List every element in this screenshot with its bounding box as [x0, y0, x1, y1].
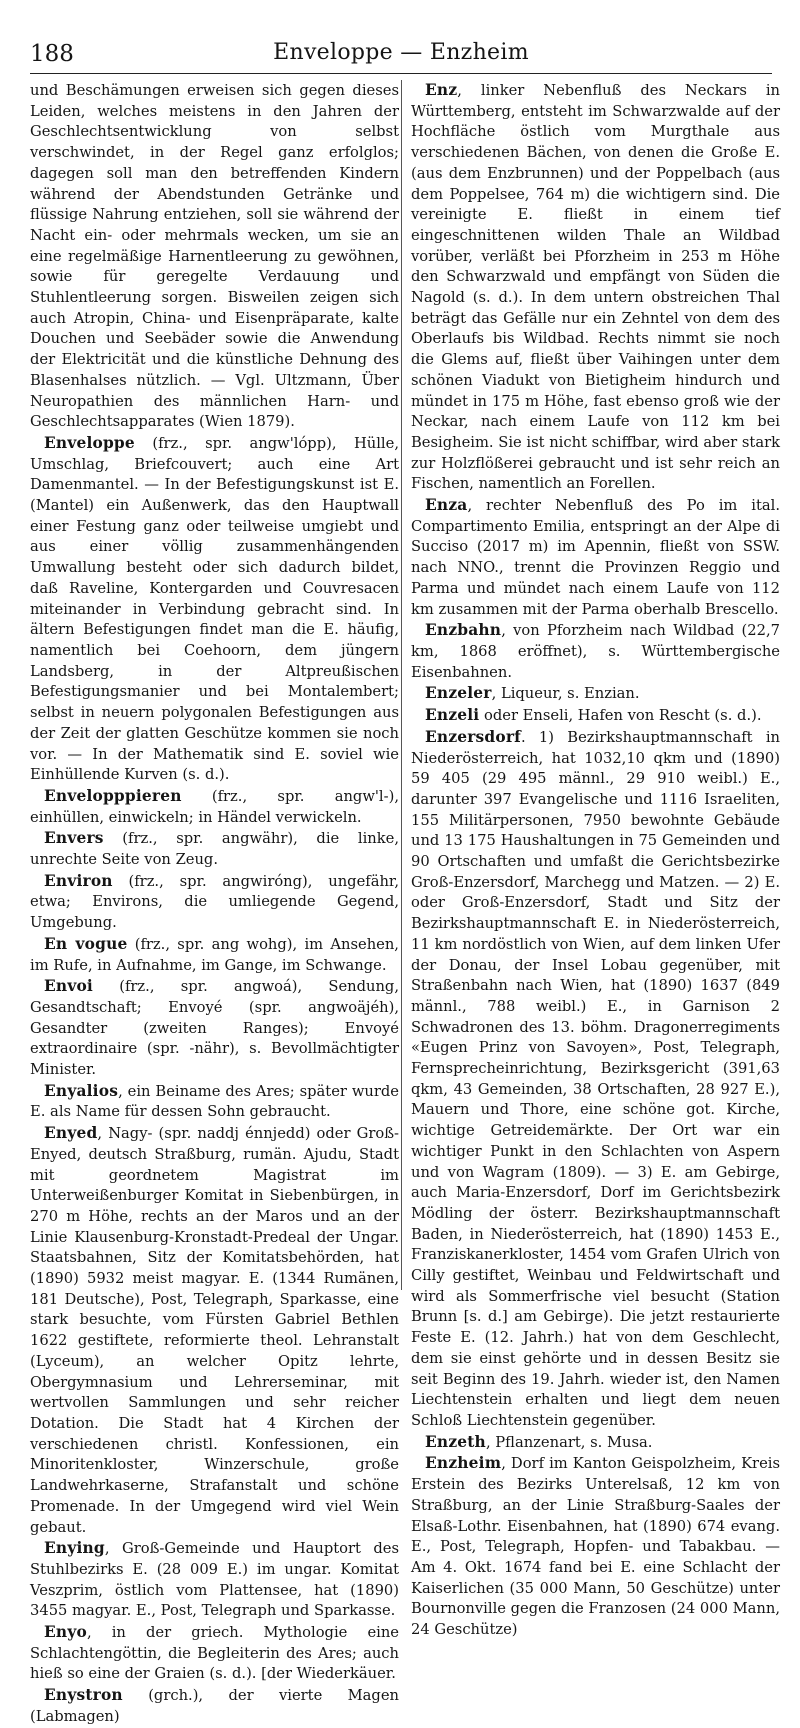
- entry-text: (frz., spr. ang wohg), im Ansehen, im Rufe, in Aufnahme, im Gange, im Schwange.: [30, 935, 399, 974]
- entry: [30, 934, 399, 976]
- entry-text: , rechter Nebenfluß des Po im ital. Compartimento Emilia, entspringt an der Alpe di Succiso (2017 m) im Apennin, fließt von SSW. nach NNO., trennt die Provinzen Reggio und Parma und mündet nach einem Laufe von 112 km zusammen mit der Parma oberhalb Brescello.: [411, 497, 780, 618]
- entry: [30, 871, 399, 934]
- entry: [411, 1453, 780, 1640]
- entry-text: , linker Nebenfluß des Neckars in Württemberg, entsteht im Schwarzwalde auf der Hochfläche östlich vom Murgthale aus verschiedenen Bächen, von denen die Große E. (aus dem Enzbrunnen) und der Poppelbach (aus dem Poppelsee, 764 m) die wichtigern sind. Die vereinigte E. fließt in einem tief eingeschnittenen wilden Thale an Wildbad vorüber, verläßt bei Pforzheim in 253 m Höhe den Schwarzwald und empfängt von Süden die Nagold (s. d.). In dem untern obstreichen Thal beträgt das Gefälle nur ein Zehntel von dem des Oberlaufs bis Wildbad. Rechts nimmt sie noch die Glems auf, fließt über Vaihingen unter dem schönen Viadukt von Bietigheim hindurch und mündet in 175 m Höhe, fast ebenso groß wie der Neckar, nach einem Laufe von 112 km bei Besigheim. Sie ist nicht schiffbar, wird aber stark zur Holzflößerei gebraucht und ist sehr reich an Fischen, namentlich an Forellen.: [411, 82, 780, 493]
- entry: [30, 828, 399, 870]
- headword: Enzersdorf: [425, 727, 521, 746]
- column-divider: [401, 80, 402, 1290]
- headword: Enzeler: [425, 684, 492, 703]
- entry-text: . 1) Bezirkshauptmannschaft in Niederösterreich, hat 1032,10 qkm und (1890) 59 405 (29 495 männl., 29 910 weibl.) E., darunter 397 Evangelische und 1116 Israeliten, 155 Militärpersonen, 7950 bewohnte Gebäude und 13 175 Haushaltungen in 75 Gemeinden und 90 Ortschaften und umfaßt die Gerichtsbezirke Groß-Enzersdorf, Marchegg und Matzen. — 2) E. oder Groß-Enzersdorf, Stadt und Sitz der Bezirkshauptmannschaft E. in Niederösterreich, 11 km nordöstlich von Wien, auf dem linken Ufer der Donau, der Insel Lobau gegenüber, mit Straßenbahn nach Wien, hat (1890) 1637 (849 männl., 788 weibl.) E., in Garnison 2 Schwadronen des 13. böhm. Dragonerregiments «Eugen Prinz von Savoyen», Post, Telegraph, Fernsprecheinrichtung, Bezirksgericht (391,63 qkm, 43 Gemeinden, 38 Ortschaften, 28 927 E.), Mauern und Thore, eine schöne got. Kirche, wichtige Getreidemärkte. Der Ort war ein wichtiger Punkt in den Schlachten von Aspern und von Wagram (1809). — 3) E. am Gebirge, auch Maria-Enzersdorf, Dorf im Gerichtsbezirk Mödling der österr. Bezirkshauptmannschaft Baden, in Niederösterreich, hat (1890) 1453 E., Franziskanerkloster, 1454 vom Grafen Ulrich von Cilly gestiftet, Weinbau und Feldwirtschaft und wird als Sommerfrische viel besucht (Station Brunn [s. d.] am Gebirge). Die jetzt restaurierte Feste E. (12. Jahrh.) hat von dem Geschlecht, dem sie einst gehörte und in dessen Besitz sie seit Beginn des 19. Jahrh. wieder ist, den Namen Liechtenstein erhalten und liegt dem neuen Schloß Liechtenstein gegenüber.: [411, 728, 780, 1429]
- running-head: Enveloppe — Enzheim: [273, 40, 529, 65]
- entry-text: oder Enseli, Hafen von Rescht (s. d.).: [479, 707, 762, 725]
- entry: [30, 1538, 399, 1622]
- entry-text: , Nagy- (spr. naddj énnjedd) oder Groß-Enyed, deutsch Straßburg, rumän. Ajudu, Stadt mit geordnetem Magistrat im Unterweißenburger Komitat in Siebenbürgen, in 270 m Höhe, rechts an der Maros und an der Linie Klausenburg-Kronstadt-Predeal der Ungar. Staatsbahnen, Sitz der Komitatsbehörden, hat (1890) 5932 meist magyar. E. (1344 Rumänen, 181 Deutsche), Post, Telegraph, Sparkasse, eine stark besuchte, vom Fürsten Gabriel Bethlen 1622 gestiftete, reformierte theol. Lehranstalt (Lyceum), an welcher Opitz lehrte, Obergymnasium und Lehrerseminar, mit wertvollen Sammlungen und sehr reicher Dotation. Die Stadt hat 4 Kirchen der verschiedenen christl. Konfessionen, ein Minoritenkloster, Winzerschule, große Landwehrkaserne, Strafanstalt und schöne Promenade. In der Umgegend wird viel Wein gebaut.: [30, 1125, 399, 1536]
- left-column: [30, 80, 399, 1725]
- entry-text: , von Pforzheim nach Wildbad (22,7 km, 1868 eröffnet), s. Württembergische Eisenbahnen.: [411, 622, 780, 681]
- headword: Environ: [44, 871, 113, 890]
- entry: [411, 1432, 780, 1454]
- headword: Enystron: [44, 1686, 123, 1705]
- headword: Enza: [425, 496, 468, 515]
- headword: Enying: [44, 1539, 105, 1558]
- headword: Enyalios: [44, 1081, 119, 1100]
- entry: [411, 495, 780, 620]
- entry-text: (frz., spr. angwähr), die linke, unrechte Seite von Zeug.: [30, 830, 399, 869]
- headword: Enveloppe: [44, 433, 135, 452]
- entry: [411, 727, 780, 1432]
- entry: [30, 976, 399, 1081]
- entry-text: und Beschämungen erweisen sich gegen dieses Leiden, welches meistens in den Jahren der Geschlechtsentwicklung von selbst verschwindet, in der Regel ganz erfolglos; dagegen soll man den betreffenden Kindern während der Abendstunden Getränke und flüssige Nahrung entziehen, soll sie während der Nacht ein- oder mehrmals wecken, um sie an eine regelmäßige Harnentleerung zu gewöhnen, sowie für geregelte Verdauung und Stuhlentleerung sorgen. Bisweilen zeigen sich auch Atropin, China- und Eisenpräparate, kalte Douchen und Seebäder sowie die Anwendung der Elektricität und die künstliche Dehnung des Blasenhalses nützlich. — Vgl. Ultzmann, Über Neuropathien des männlichen Harn- und Geschlechtsapparates (Wien 1879).: [30, 82, 399, 431]
- page-header: [30, 37, 772, 74]
- headword: Enyed: [44, 1124, 98, 1143]
- entry-text: , Pflanzenart, s. Musa.: [485, 1433, 653, 1451]
- entry: [30, 1123, 399, 1538]
- right-column: [411, 80, 780, 1639]
- entry-text: , ein Beiname des Ares; später wurde E. als Name für dessen Sohn gebraucht.: [30, 1082, 399, 1121]
- entry: [30, 1685, 399, 1727]
- entry-text: (frz., spr. angwoá), Sendung, Gesandtschaft; Envoyé (spr. angwoäjéh), Gesandter (zweiten Ranges); Envoyé extraordinaire (spr. -nähr), s. Bevollmächtigter Minister.: [30, 978, 399, 1079]
- headword: Enyo: [44, 1623, 87, 1642]
- entry: [411, 683, 780, 705]
- entry-text: , Dorf im Kanton Geispolzheim, Kreis Erstein des Bezirks Unterelsaß, 12 km von Straßburg, an der Linie Straßburg-Saales der Elsaß-Lothr. Eisenbahnen, hat (1890) 674 evang. E., Post, Telegraph, Hopfen- und Tabakbau. — Am 4. Okt. 1674 fand bei E. eine Schlacht der Kaiserlichen (35 000 Mann, 50 Geschütze) unter Bournonville gegen die Franzosen (24 000 Mann, 24 Geschütze): [411, 1455, 780, 1639]
- entry: [411, 705, 780, 727]
- entry: [30, 786, 399, 828]
- entry: [30, 433, 399, 786]
- headword: Enz: [425, 81, 458, 99]
- headword: Enzbahn: [425, 621, 502, 640]
- entry-text: , Groß-Gemeinde und Hauptort des Stuhlbezirks E. (28 009 E.) im ungar. Komitat Veszprim, östlich vom Plattensee, hat (1890) 3455 magyar. E., Post, Telegraph und Sparkasse.: [30, 1540, 399, 1620]
- headword: Envoi: [44, 977, 93, 996]
- entry-text: , Liqueur, s. Enzian.: [491, 685, 640, 703]
- headword: Enzheim: [425, 1454, 502, 1473]
- entry-text: (frz., spr. angw'lópp), Hülle, Umschlag, Briefcouvert; auch eine Art Damenmantel. — In der Befestigungskunst ist E. (Mantel) ein Außenwerk, das den Hauptwall einer Festung ganz oder teilweise umgiebt und aus einer völlig zusammenhängenden Umwallung besteht oder sich dadurch bildet, daß Raveline, Kontergarden und Couvresacen miteinander in Verbindung gebracht sind. In ältern Befestigungen findet man die E. häufig, namentlich bei Coehoorn, dem jüngern Landsberg, in der Altpreußischen Befestigungsmanier und bei Montalembert; selbst in neuern polygonalen Befestigungen aus der Zeit der glatten Geschütze kommen sie noch vor. — In der Mathematik sind E. soviel wie Einhüllende Kurven (s. d.).: [30, 434, 399, 784]
- entry: [30, 1622, 399, 1685]
- entry-text: (frz., spr. angw'l-), einhüllen, einwickeln; in Händel verwickeln.: [30, 787, 399, 826]
- headword: Enzeli: [425, 706, 480, 725]
- entry-text: (grch.), der vierte Magen (Labmagen): [30, 1687, 399, 1725]
- entry: [30, 1081, 399, 1123]
- entry: [30, 80, 399, 433]
- entry-text: , in der griech. Mythologie eine Schlachtengöttin, die Begleiterin des Ares; auch hieß so eine der Graien (s. d.). [der Wiederkäuer.: [30, 1624, 399, 1683]
- entry-text: (frz., spr. angwiróng), ungefähr, etwa; Environs, die umliegende Gegend, Umgebung.: [30, 872, 399, 932]
- headword: En vogue: [44, 934, 128, 953]
- entry: [411, 80, 780, 495]
- headword: Envers: [44, 829, 104, 848]
- headword: Envelopppieren: [44, 786, 182, 805]
- headword: Enzeth: [425, 1432, 486, 1451]
- entry: [411, 620, 780, 683]
- page-number: 188: [30, 41, 74, 67]
